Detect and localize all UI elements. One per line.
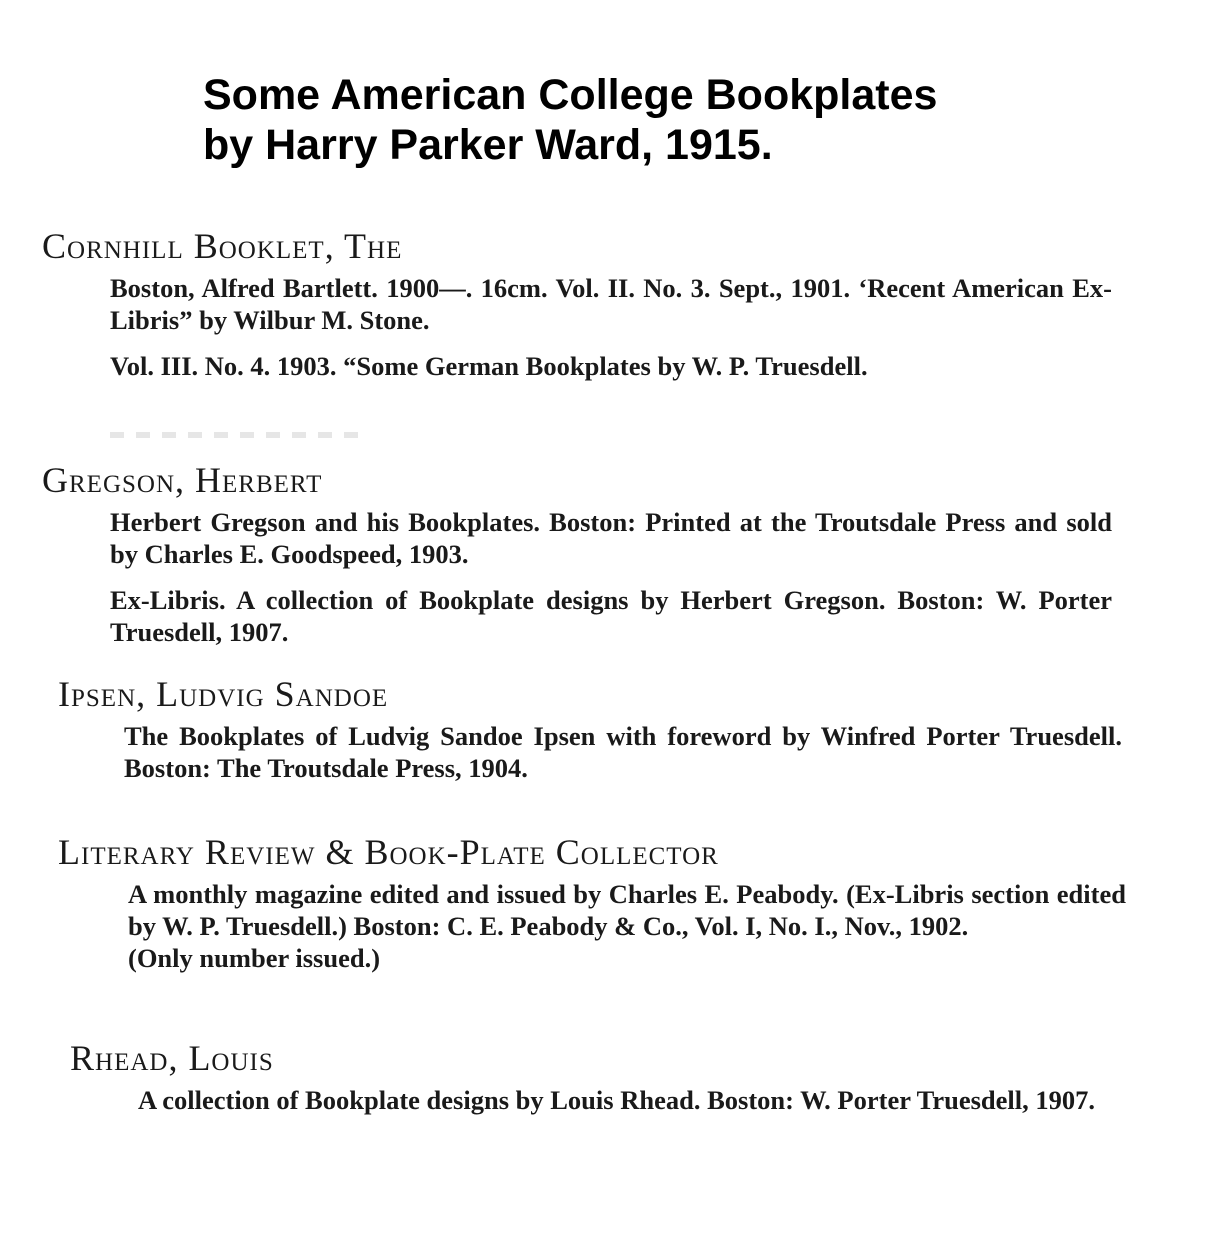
entry-paragraph: Boston, Alfred Bartlett. 1900—. 16cm. Vol. II. No. 3. Sept., 1901. ‘Recent American Ex-Libris” by Wilbur M. Stone. (110, 273, 1112, 335)
scan-smudge (110, 432, 370, 438)
entry-paragraph: A collection of Bookplate designs by Louis Rhead. Boston: W. Porter Truesdell, 1907. (138, 1085, 1096, 1115)
entry-literary-review (58, 832, 1126, 974)
entry-heading: Cornhill Booklet, The (42, 226, 403, 266)
entry-paragraph: A monthly magazine edited and issued by Charles E. Peabody. (Ex-Libris section edited by W. P. Truesdell.) Boston: C. E. Peabody & Co., Vol. I, No. I., Nov., 1902. (128, 879, 1126, 941)
entry-cornhill-booklet (42, 226, 1112, 382)
page-title-line-2: by Harry Parker Ward, 1915. (203, 121, 773, 169)
entry-rhead-louis (70, 1038, 1138, 1116)
entry-paragraph: The Bookplates of Ludvig Sandoe Ipsen with foreword by Winfred Porter Truesdell. Boston: The Troutsdale Press, 1904. (124, 721, 1122, 783)
entry-heading: Ipsen, Ludvig Sandoe (58, 674, 389, 714)
entry-heading: Gregson, Herbert (42, 460, 323, 500)
entry-heading: Literary Review & Book-Plate Collector (58, 832, 719, 872)
entry-paragraph: Vol. III. No. 4. 1903. “Some German Bookplates by W. P. Truesdell. (110, 351, 868, 381)
entry-paragraph: Herbert Gregson and his Bookplates. Boston: Printed at the Troutsdale Press and sold by Charles E. Goodspeed, 1903. (110, 507, 1112, 569)
page-title-line-1: Some American College Bookplates (203, 71, 938, 119)
entry-heading: Rhead, Louis (70, 1038, 274, 1078)
entry-paragraph: Ex-Libris. A collection of Bookplate designs by Herbert Gregson. Boston: W. Porter Truesdell, 1907. (110, 585, 1112, 647)
entry-gregson-herbert (42, 460, 1112, 648)
entry-paragraph: (Only number issued.) (128, 943, 381, 973)
page-header (203, 70, 1183, 170)
entry-ipsen-ludvig-sandoe (58, 674, 1122, 784)
